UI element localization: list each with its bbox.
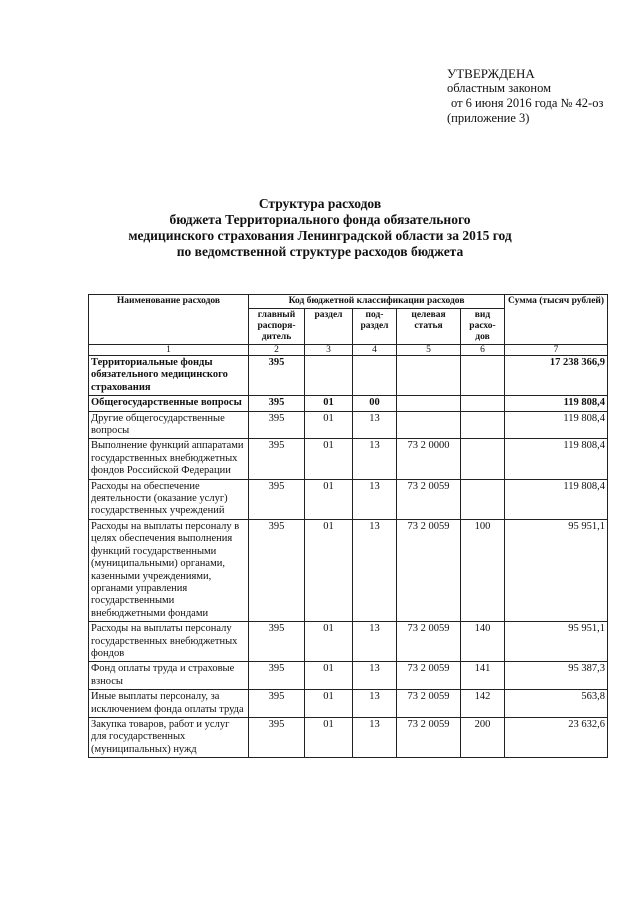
approval-line: от 6 июня 2016 года № 42-оз	[451, 96, 604, 110]
row-name: Расходы на выплаты персоналу в целях обеспечения выполнения функций государственными (муниципальными) органами, казенными учреждениями, органами управления государственными внебюджетными фондами	[89, 519, 249, 621]
table-row	[89, 690, 608, 718]
row-sum: 563,8	[505, 690, 608, 718]
table-row	[89, 717, 608, 757]
row-sum: 119 808,4	[505, 396, 608, 411]
row-name: Закупка товаров, работ и услуг для государственных (муниципальных) нужд	[89, 717, 249, 757]
row-name: Территориальные фонды обязательного медицинского страхования	[89, 356, 249, 396]
row-glav: 395	[249, 622, 305, 662]
row-vid	[461, 356, 505, 396]
title-line: Структура расходов	[258, 196, 382, 211]
row-tsel	[397, 396, 461, 411]
table-row	[89, 519, 608, 621]
row-podrazdel: 13	[353, 411, 397, 439]
column-number: 3	[305, 345, 353, 356]
row-vid	[461, 396, 505, 411]
header-tsel: целевая статья	[397, 309, 461, 345]
row-sum: 119 808,4	[505, 439, 608, 479]
row-vid: 200	[461, 717, 505, 757]
row-glav: 395	[249, 690, 305, 718]
row-sum: 119 808,4	[505, 411, 608, 439]
approval-stamp	[447, 66, 603, 126]
row-tsel: 73 2 0059	[397, 622, 461, 662]
row-tsel: 73 2 0000	[397, 439, 461, 479]
row-podrazdel: 13	[353, 622, 397, 662]
row-sum: 17 238 366,9	[505, 356, 608, 396]
row-name: Расходы на обеспечение деятельности (оказание услуг) государственных учреждений	[89, 479, 249, 519]
row-name: Иные выплаты персоналу, за исключением фонда оплаты труда	[89, 690, 249, 718]
header-razdel: раздел	[305, 309, 353, 345]
title-line: по ведомственной структуре расходов бюджета	[176, 244, 464, 259]
row-sum: 23 632,6	[505, 717, 608, 757]
header-glav: главный распоря- дитель	[249, 309, 305, 345]
row-name: Другие общегосударственные вопросы	[89, 411, 249, 439]
row-tsel: 73 2 0059	[397, 479, 461, 519]
row-podrazdel: 13	[353, 690, 397, 718]
column-number: 2	[249, 345, 305, 356]
row-razdel: 01	[305, 519, 353, 621]
row-podrazdel: 13	[353, 439, 397, 479]
row-sum: 119 808,4	[505, 479, 608, 519]
header-name: Наименование расходов	[89, 295, 249, 345]
column-number-row	[89, 345, 608, 356]
approval-line: областным законом	[447, 81, 552, 95]
approval-line: УТВЕРЖДЕНА	[447, 66, 535, 81]
row-razdel: 01	[305, 411, 353, 439]
row-vid	[461, 411, 505, 439]
table-row	[89, 479, 608, 519]
row-glav: 395	[249, 396, 305, 411]
table-row	[89, 439, 608, 479]
row-razdel: 01	[305, 479, 353, 519]
row-sum: 95 951,1	[505, 519, 608, 621]
row-tsel: 73 2 0059	[397, 690, 461, 718]
row-podrazdel: 13	[353, 717, 397, 757]
row-vid: 141	[461, 662, 505, 690]
row-tsel	[397, 411, 461, 439]
title-line: бюджета Территориального фонда обязательного	[169, 212, 471, 227]
header-row	[89, 295, 608, 309]
row-vid	[461, 439, 505, 479]
table-row	[89, 622, 608, 662]
row-razdel: 01	[305, 717, 353, 757]
row-name: Расходы на выплаты персоналу государственных внебюджетных фондов	[89, 622, 249, 662]
column-number: 1	[89, 345, 249, 356]
row-tsel: 73 2 0059	[397, 519, 461, 621]
approval-line: (приложение 3)	[447, 111, 530, 125]
row-podrazdel: 13	[353, 662, 397, 690]
row-tsel	[397, 356, 461, 396]
row-vid: 142	[461, 690, 505, 718]
row-razdel: 01	[305, 690, 353, 718]
row-vid: 100	[461, 519, 505, 621]
header-code-group: Код бюджетной классификации расходов	[249, 295, 505, 309]
row-glav: 395	[249, 411, 305, 439]
column-number: 4	[353, 345, 397, 356]
row-razdel: 01	[305, 622, 353, 662]
row-podrazdel	[353, 356, 397, 396]
row-razdel: 01	[305, 439, 353, 479]
row-podrazdel: 00	[353, 396, 397, 411]
document-title	[0, 196, 640, 260]
row-tsel: 73 2 0059	[397, 662, 461, 690]
row-glav: 395	[249, 519, 305, 621]
row-razdel	[305, 356, 353, 396]
table-row	[89, 411, 608, 439]
header-vid: вид расхо- дов	[461, 309, 505, 345]
header-sum: Сумма (тысяч рублей)	[505, 295, 608, 345]
column-number: 5	[397, 345, 461, 356]
row-razdel: 01	[305, 396, 353, 411]
row-vid: 140	[461, 622, 505, 662]
table-row	[89, 356, 608, 396]
row-glav: 395	[249, 479, 305, 519]
row-glav: 395	[249, 717, 305, 757]
row-name: Выполнение функций аппаратами государственных внебюджетных фондов Российской Федерации	[89, 439, 249, 479]
row-vid	[461, 479, 505, 519]
row-name: Общегосударственные вопросы	[89, 396, 249, 411]
row-sum: 95 951,1	[505, 622, 608, 662]
row-glav: 395	[249, 439, 305, 479]
table-row	[89, 662, 608, 690]
column-number: 7	[505, 345, 608, 356]
row-sum: 95 387,3	[505, 662, 608, 690]
row-podrazdel: 13	[353, 519, 397, 621]
header-podrazdel: под- раздел	[353, 309, 397, 345]
budget-table	[88, 294, 608, 758]
row-glav: 395	[249, 662, 305, 690]
row-tsel: 73 2 0059	[397, 717, 461, 757]
row-razdel: 01	[305, 662, 353, 690]
row-name: Фонд оплаты труда и страховые взносы	[89, 662, 249, 690]
column-number: 6	[461, 345, 505, 356]
title-line: медицинского страхования Ленинградской области за 2015 год	[128, 228, 512, 243]
row-glav: 395	[249, 356, 305, 396]
row-podrazdel: 13	[353, 479, 397, 519]
table-row	[89, 396, 608, 411]
